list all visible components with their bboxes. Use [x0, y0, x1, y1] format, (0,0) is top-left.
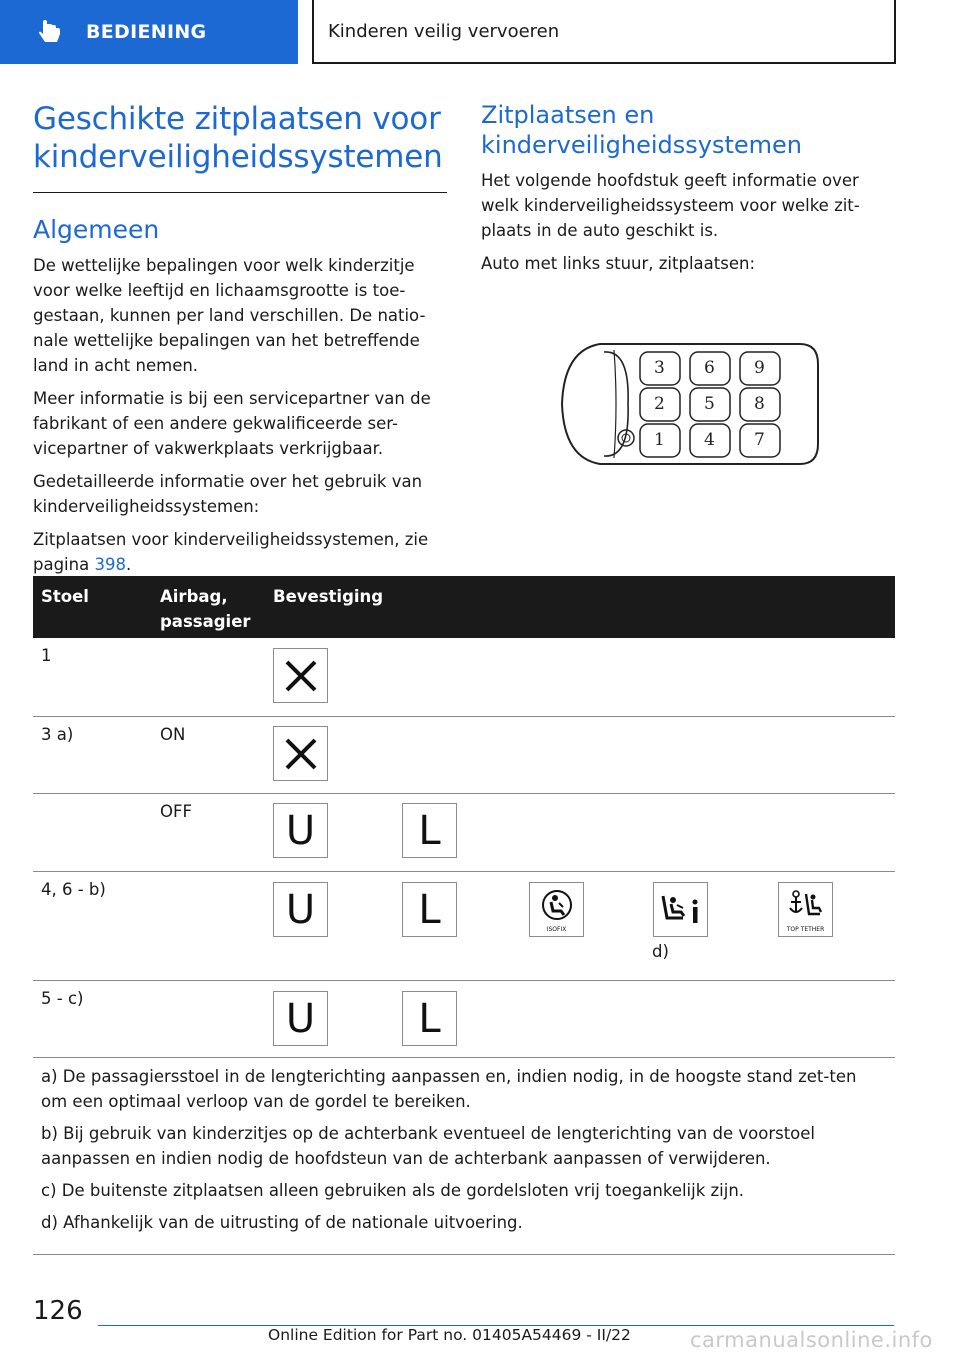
universal-mount-icon [273, 882, 328, 937]
universal-mount-icon [273, 803, 328, 858]
footnote: a) De passagiersstoel in de lengterichting aanpassen en, indien nodig, in de hoogste stand zet-ten om een optimaal verloop van de gordel te bereiken. [41, 1067, 857, 1111]
table-row [33, 872, 895, 981]
title-divider [33, 192, 447, 193]
child-seat-info-icon [653, 882, 708, 937]
isofix-label: ISOFIX [546, 926, 567, 933]
isofix-icon [529, 882, 584, 937]
seat-number: 5 [704, 394, 715, 414]
universal-mount-icon [273, 991, 328, 1046]
seat-number: 3 [654, 358, 665, 378]
column-header-bevestiging: Bevestiging [273, 587, 384, 606]
semi-universal-mount-icon [402, 991, 457, 1046]
footnote: d) Afhankelijk van de uitrusting of de nationale uitvoering. [41, 1213, 523, 1232]
table-row [33, 794, 895, 872]
cell-stoel: 3 a) [41, 725, 74, 744]
table-footnotes [33, 1058, 895, 1255]
paragraph: Het volgende hoofdstuk geeft informatie over welk kinderveiligheidssysteem voor welke zit-plaats in de auto geschikt is. [481, 171, 860, 240]
footnote: c) De buitenste zitplaatsen alleen gebruiken als de gordelsloten vrij toegankelijk zijn. [41, 1181, 745, 1200]
seat-number: 7 [754, 430, 765, 450]
top-tether-icon [778, 882, 833, 937]
paragraph: Meer informatie is bij een servicepartner van de fabrikant of een andere gekwalificeerde ser-vicepartner of vakwerkplaats verkrijgbaar. [33, 389, 431, 458]
section-label: BEDIENING [86, 21, 207, 43]
symbol-letter: U [285, 995, 316, 1042]
paragraph-with-link [33, 527, 447, 577]
semi-universal-mount-icon [402, 882, 457, 937]
right-column [481, 100, 897, 276]
page-title: Geschikte zitplaatsen voor kinderveiligheidssystemen [33, 101, 443, 175]
paragraph-end: . [125, 555, 132, 574]
table-row [33, 638, 895, 717]
symbol-letter: L [418, 995, 441, 1042]
edition-info: Online Edition for Part no. 01405A54469 - II/22 [268, 1326, 631, 1344]
seat-number: 1 [654, 430, 665, 450]
cell-airbag: OFF [160, 802, 192, 821]
paragraph-text: Zitplaatsen voor kinderveiligheidssystemen, zie pagina [33, 530, 429, 574]
seat-compatibility-table [33, 576, 895, 1058]
page-reference-link[interactable]: 398 [94, 555, 126, 574]
section-header [0, 0, 298, 64]
symbol-letter: U [285, 807, 316, 854]
cross-icon [273, 726, 328, 781]
seat-number: 2 [654, 394, 665, 414]
cross-icon [273, 648, 328, 703]
page-number: 126 [33, 1296, 83, 1326]
cell-stoel: 5 - c) [41, 989, 84, 1008]
top-tether-label: TOP TETHER [786, 926, 825, 933]
table-row [33, 717, 895, 794]
cell-stoel: 4, 6 - b) [41, 880, 106, 899]
cell-stoel: 1 [41, 646, 52, 665]
seat-number: 9 [754, 358, 765, 378]
section-heading-algemeen: Algemeen [33, 215, 160, 244]
cell-airbag: ON [160, 725, 186, 744]
symbol-letter: L [418, 886, 441, 933]
paragraph: Gedetailleerde informatie over het gebruik van kinderveiligheidssystemen: [33, 472, 423, 516]
symbol-letter: L [418, 807, 441, 854]
watermark: carmanualsonline.info [690, 1328, 933, 1352]
semi-universal-mount-icon [402, 803, 457, 858]
paragraph: De wettelijke bepalingen voor welk kinderzitje voor welke leeftijd en lichaamsgrootte is toe-gestaan, kunnen per land verschillen. De natio-nale wettelijke bepalingen van het betreffende land in acht nemen. [33, 256, 426, 375]
seat-layout-diagram [560, 340, 822, 468]
chapter-header [312, 0, 896, 64]
seat-number: 6 [704, 358, 715, 378]
pointing-hand-icon [36, 17, 66, 47]
symbol-letter: U [285, 886, 316, 933]
footnote-reference: d) [652, 942, 669, 961]
left-column [33, 100, 447, 577]
column-header-stoel: Stoel [41, 587, 89, 606]
section-heading-zitplaatsen: Zitplaatsen en kinderveiligheidssystemen [481, 101, 802, 159]
footnote: b) Bij gebruik van kinderzitjes op de achterbank eventueel de lengterichting van de voorstoel aanpassen en indien nodig de hoofdsteun van de achterbank aanpassen of verwijderen. [41, 1124, 816, 1168]
table-header [33, 576, 895, 638]
paragraph: Auto met links stuur, zitplaatsen: [481, 254, 755, 273]
chapter-title: Kinderen veilig vervoeren [328, 20, 560, 42]
seat-number: 4 [704, 430, 715, 450]
table-row [33, 981, 895, 1058]
seat-number: 8 [754, 394, 765, 414]
column-header-airbag: Airbag, passagier [160, 587, 251, 631]
